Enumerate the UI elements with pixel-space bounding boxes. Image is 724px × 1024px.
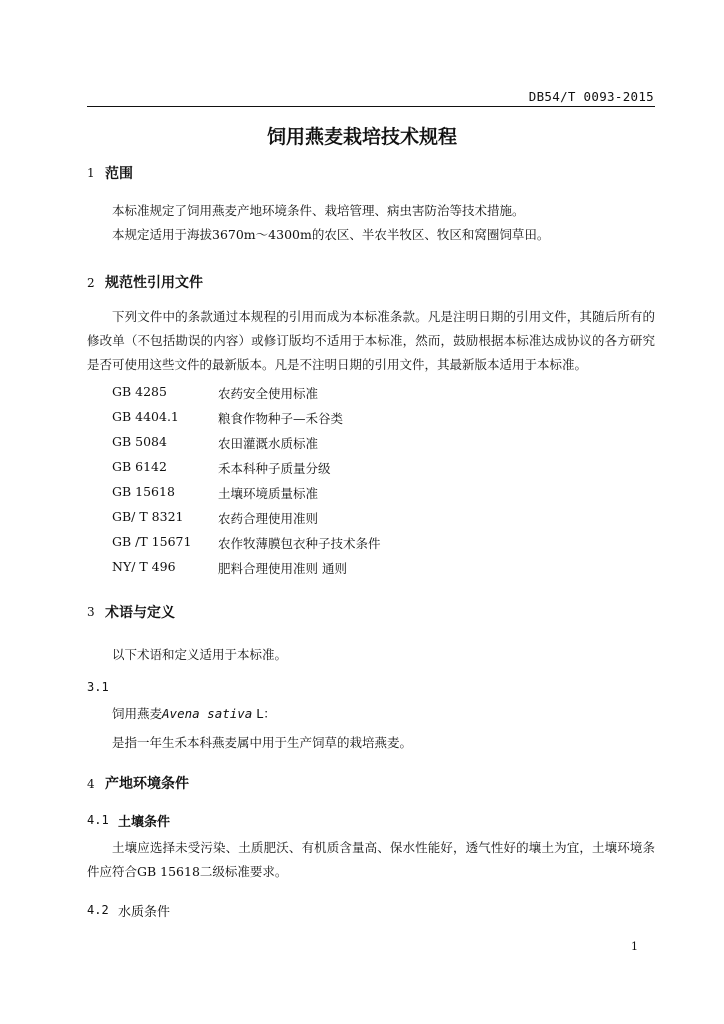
ref-code: GB 15618 xyxy=(112,484,175,499)
section-1-line-1: 本标准规定了饲用燕麦产地环境条件、栽培管理、病虫害防治等技术措施。 xyxy=(112,203,525,218)
ref-name: 粮食作物种子—禾谷类 xyxy=(218,411,344,426)
term-definition: 是指一年生禾本科燕麦属中用于生产饲草的栽培燕麦。 xyxy=(112,735,413,750)
term-latin: Avena sativa xyxy=(162,706,253,721)
document-code: DB54/T 0093-2015 xyxy=(528,89,654,104)
section-3-title: 术语与定义 xyxy=(105,605,175,621)
subsection-4-1-title: 土壤条件 xyxy=(118,815,171,830)
term-entry xyxy=(112,702,276,726)
section-2-number: 2 xyxy=(87,276,95,290)
term-chinese: 饲用燕麦 xyxy=(112,706,163,721)
ref-name: 土壤环境质量标准 xyxy=(218,486,319,501)
section-2-intro: 下列文件中的条款通过本规程的引用而成为本标准条款。凡是注明日期的引用文件，其随后所有的修改单（不包括勘误的内容）或修订版均不适用于本标准，然而，鼓励根据本标准达成协议的各方研究是否可使用这些文件的最新版本。凡是不注明日期的引用文件，其最新版本适用于本标准。 xyxy=(87,309,655,372)
ref-name: 肥料合理使用准则 通则 xyxy=(218,561,347,576)
ref-code: NY/ T 496 xyxy=(112,559,176,574)
section-4-number: 4 xyxy=(87,777,95,791)
subsection-4-2-number: 4.2 xyxy=(87,903,109,917)
section-1-line-2: 本规定适用于海拔3670m～4300m的农区、半农半牧区、牧区和窝圈饲草田。 xyxy=(112,227,550,242)
subsection-4-2-title: 水质条件 xyxy=(118,905,171,920)
subsection-4-1-text: 土壤应选择未受污染、土质肥沃、有机质含量高、保水性能好，透气性好的壤土为宜，土壤环境条件应符合GB 15618二级标准要求。 xyxy=(87,840,655,879)
section-3-intro: 以下术语和定义适用于本标准。 xyxy=(112,647,288,662)
section-3-number: 3 xyxy=(87,605,95,619)
header-rule xyxy=(87,106,655,107)
ref-name: 农药安全使用标准 xyxy=(218,386,319,401)
section-4-title: 产地环境条件 xyxy=(105,776,189,792)
ref-code: GB 5084 xyxy=(112,434,167,449)
ref-code: GB 4285 xyxy=(112,384,167,399)
ref-name: 农田灌溉水质标准 xyxy=(218,436,319,451)
term-suffix: L： xyxy=(252,706,276,721)
ref-name: 农作牧薄膜包衣种子技术条件 xyxy=(218,536,381,551)
page-number: 1 xyxy=(631,940,638,953)
ref-code: GB 4404.1 xyxy=(112,409,179,424)
ref-name: 农药合理使用准则 xyxy=(218,511,319,526)
ref-name: 禾本科种子质量分级 xyxy=(218,461,331,476)
ref-code: GB 6142 xyxy=(112,459,167,474)
subsection-4-1-number: 4.1 xyxy=(87,813,109,827)
page-title: 饲用燕麦栽培技术规程 xyxy=(266,126,457,148)
subsection-3-1-number: 3.1 xyxy=(87,680,109,694)
ref-code: GB/ T 8321 xyxy=(112,509,184,524)
section-1-title: 范围 xyxy=(105,166,133,182)
section-2-title: 规范性引用文件 xyxy=(105,275,203,291)
ref-code: GB /T 15671 xyxy=(112,534,192,549)
section-1-number: 1 xyxy=(87,166,95,180)
